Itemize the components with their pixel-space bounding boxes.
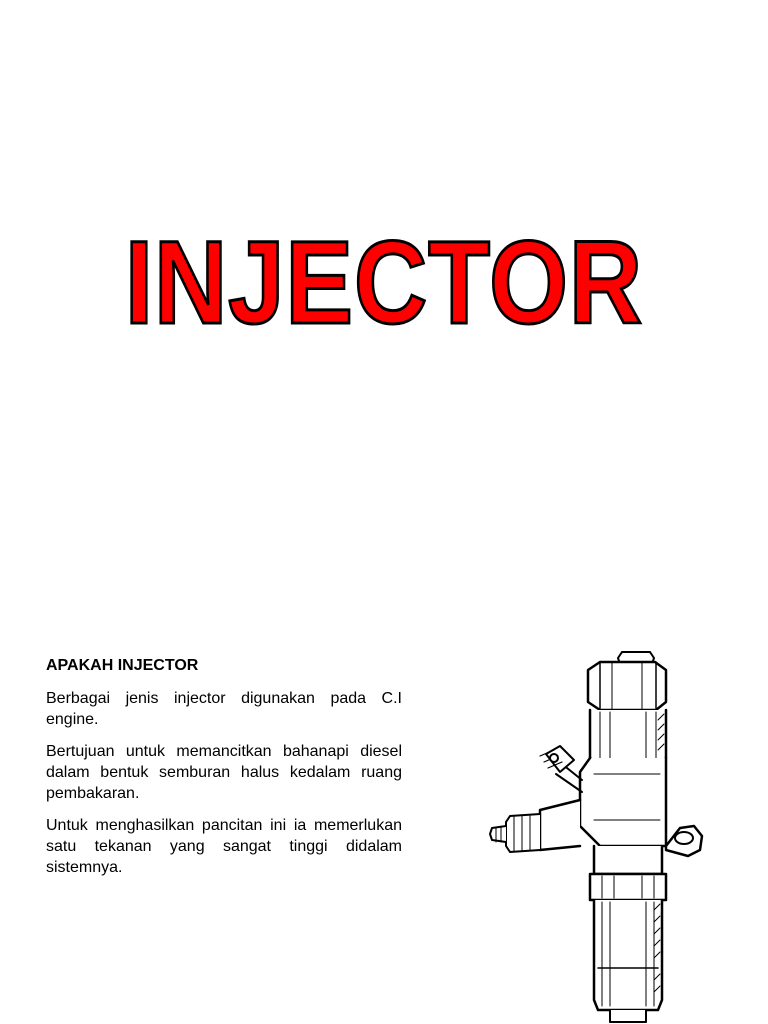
content-block	[46, 655, 402, 889]
page-title: INJECTOR	[124, 217, 644, 349]
paragraph-2: Bertujuan untuk memancitkan bahanapi diesel dalam bentuk semburan halus kedalam ruang pembakaran.	[46, 743, 402, 802]
fuel-injector-drawing-icon	[470, 650, 710, 1024]
paragraph-3: Untuk menghasilkan pancitan ini ia memerlukan satu tekanan yang sangat tinggi didalam sistemnya.	[46, 817, 402, 876]
section-heading: APAKAH INJECTOR	[46, 657, 199, 674]
paragraph-1: Berbagai jenis injector digunakan pada C.I engine.	[46, 690, 402, 728]
